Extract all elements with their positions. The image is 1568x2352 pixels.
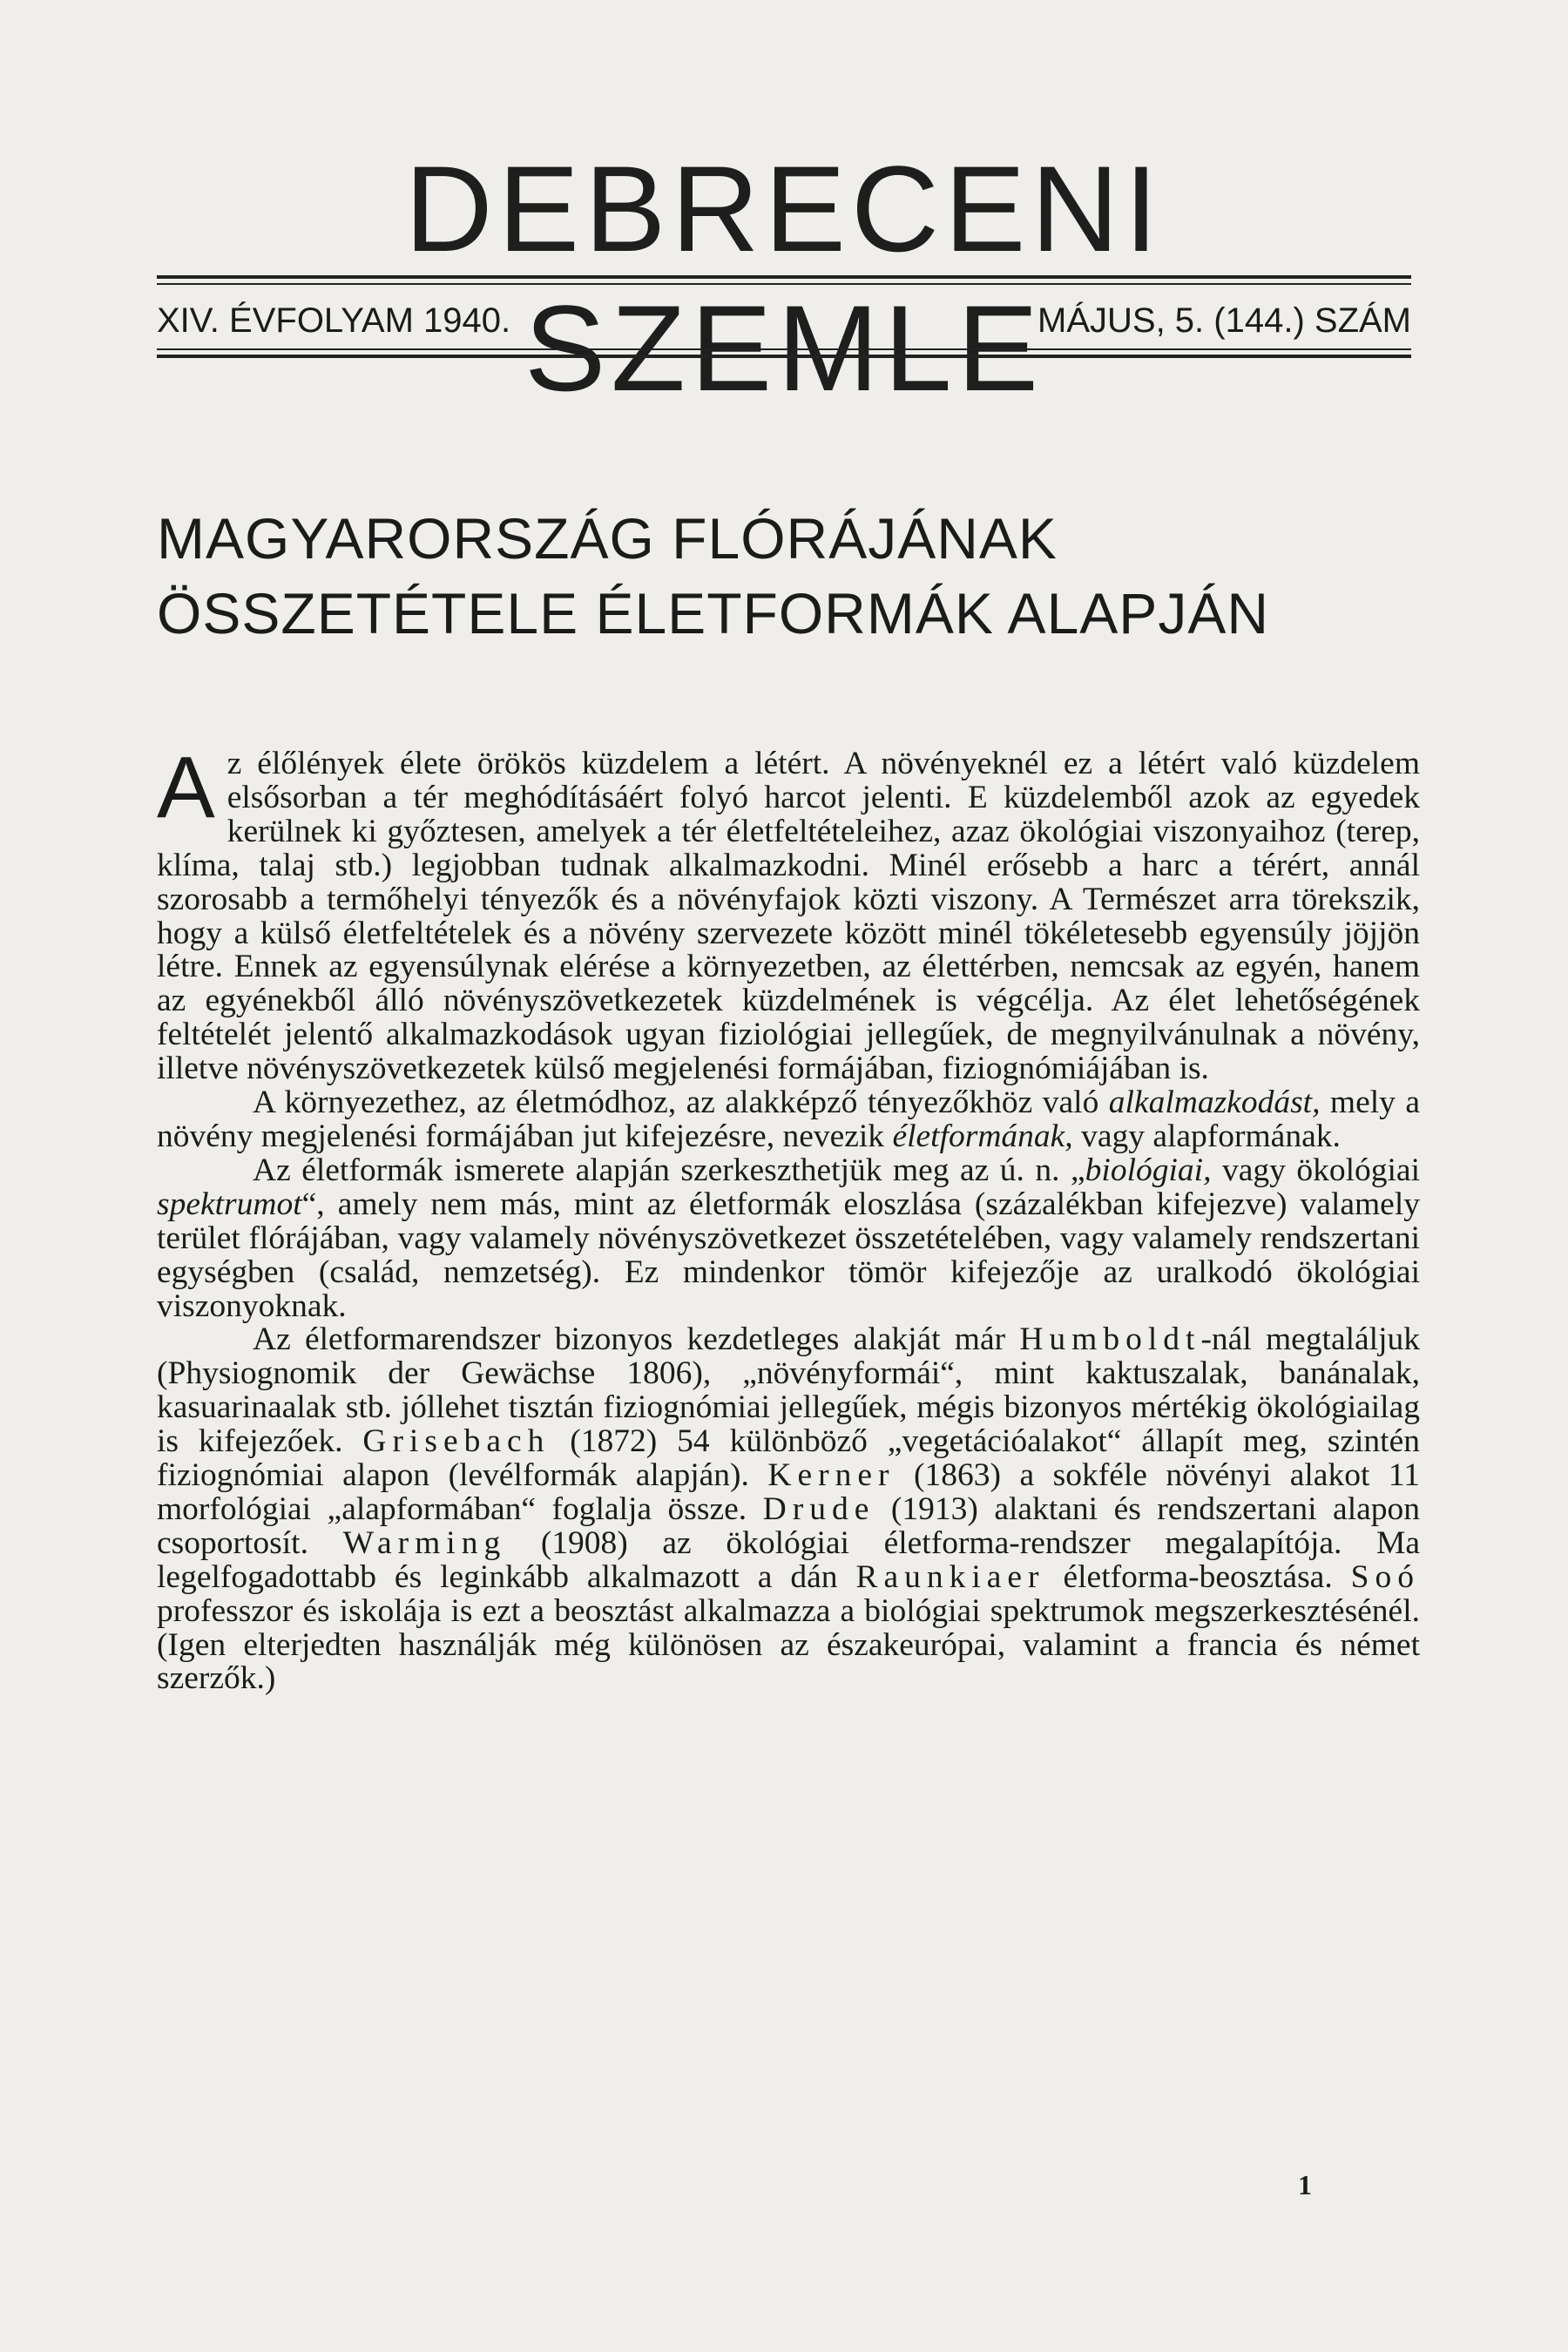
paragraph-4-text-f: (1908) az ökológiai életforma-rendszer megalapítója. Ma legelfogadottabb és leginkább alkalmazott a dán: [157, 1524, 1421, 1595]
paragraph-1-text: z élőlények élete örökös küzdelem a létért. A növényeknél ez a létért való küzdelem elsősorban a tér meghódításáért folyó harcot jelenti. E küzdelemből azok az egyedek kerülnek ki győztesen, amelyek a tér életfeltételeihez, azaz ökológiai viszonyaihoz (terep, klíma, talaj stb.) legjobban tudnak alkalmazkodni. Minél erősebb a harc a térért, annál szorosabb a termőhelyi tényezők és a növényfajok közti viszony. A Természet arra törekszik, hogy a külső életfeltételek és a növény szervezete között minél tökéletesebb egyensúly jöjjön létre. Ennek az egyensúlynak elérése a környezetben, az élettérben, nemcsak az egyén, hanem az egyénekből álló növényszövetkezetek küzdelmének is végcélja. Az élet lehetőségének feltételét jelentő alkalmazkodások ugyan fiziológiai jellegűek, de megnyilvánulnak a növény, illetve növényszövetkezetek külső megjelenési formájában, fiziognómiájában is.: [157, 746, 1420, 1087]
author-soo: Soó: [1350, 1558, 1420, 1595]
author-warming: Warming: [342, 1524, 507, 1561]
paragraph-3-text-a: Az életformák ismerete alapján szerkeszthetjük meg az ú. n. „: [253, 1152, 1085, 1188]
paragraph-3: [157, 1154, 1420, 1324]
paragraph-2-text-a: A környezethez, az életmódhoz, az alakképző tényezőkhöz való: [253, 1085, 1109, 1121]
article-title: [157, 501, 1411, 651]
author-kerner: Kerner: [767, 1457, 896, 1494]
article-title-line-2: ÖSSZETÉTELE ÉLETFORMÁK ALAPJÁN: [157, 581, 1270, 645]
volume-year: XIV. ÉVFOLYAM 1940.: [157, 301, 511, 340]
masthead-rule-bottom-thick: [157, 355, 1411, 358]
masthead-rule-bottom-thin: [157, 348, 1411, 350]
paragraph-4-text-b: -nál megtaláljuk (Physiognomik der Gewächse 1806), „növényformái“, mint kaktuszalak, banánalak, kasuarinaalak stb. jóllehet tisztán fiziognómiai jellegűek, mégis bizonyos mértékig ökológiailag is kifejezőek.: [157, 1321, 1420, 1460]
paragraph-4-text-h: professzor és iskolája is ezt a beosztást alkalmazza a biológiai spektrumok megszerkesztésénél. (Igen elterjedten használják még különösen az északeurópai, valamint a francia és német szerzők.): [157, 1592, 1420, 1697]
masthead-rule-top-thick: [157, 275, 1411, 279]
journal-title: DEBRECENI SZEMLE: [404, 140, 1164, 416]
paragraph-4: [157, 1323, 1420, 1696]
issue-line: [157, 296, 1411, 345]
paragraph-4-text-a: Az életformarendszer bizonyos kezdetleges alakját már: [253, 1321, 1020, 1358]
author-raunkiaer: Raunkiaer: [855, 1558, 1045, 1595]
term-biologiai: biológiai,: [1085, 1152, 1212, 1188]
article-body: [157, 739, 1421, 1697]
paragraph-2-text-c: vagy alapformának.: [1072, 1118, 1341, 1154]
author-grisebach: Grisebach: [362, 1423, 551, 1460]
page-number: 1: [1298, 2169, 1312, 2200]
paragraph-3-text-c: “, amely nem más, mint az életformák eloszlása (százalékban kifejezve) valamely terület flórájában, vagy valamely növényszövetkezet összetételében, vagy valamely rendszertani egységben (család, nemzetség). Ez mindenkor tömör kifejezője az uralkodó ökológiai viszonyoknak.: [157, 1186, 1420, 1324]
paragraph-3-text-b: vagy ökológiai: [1211, 1152, 1420, 1188]
term-alkalmazkodast: alkalmazkodást,: [1108, 1085, 1321, 1121]
author-drude: Drude: [762, 1490, 875, 1527]
paragraph-4-text-e: (1913) alaktani és rendszertani alapon csoportosít.: [157, 1490, 1421, 1561]
author-humboldt: Humboldt: [1019, 1321, 1201, 1358]
paragraph-4-text-d: (1863) a sokféle növényi alakot 11 morfológiai „alapformában“ foglalja össze.: [157, 1457, 1420, 1527]
term-eletformanak: életformának,: [892, 1118, 1073, 1154]
term-spektrumot: spektrumot: [157, 1186, 302, 1222]
paragraph-2: [157, 1086, 1420, 1154]
paragraph-4-text-c: (1872) 54 különböző „vegetációalakot“ állapít meg, szintén fiziognómiai alapon (levélformák alapján).: [157, 1423, 1420, 1494]
article-title-line-1: MAGYARORSZÁG FLÓRÁJÁNAK: [157, 506, 1058, 571]
paragraph-1: [157, 739, 1420, 1087]
paragraph-4-text-g: életforma-beosztása.: [1044, 1558, 1351, 1595]
drop-cap: A: [157, 739, 215, 836]
paragraph-2-text-b: mely a növény megjelenési formájában jut kifejezésre, nevezik: [157, 1085, 1420, 1154]
issue-date-number: MÁJUS, 5. (144.) SZÁM: [1037, 301, 1411, 340]
masthead-rule-top-thin: [157, 283, 1411, 285]
